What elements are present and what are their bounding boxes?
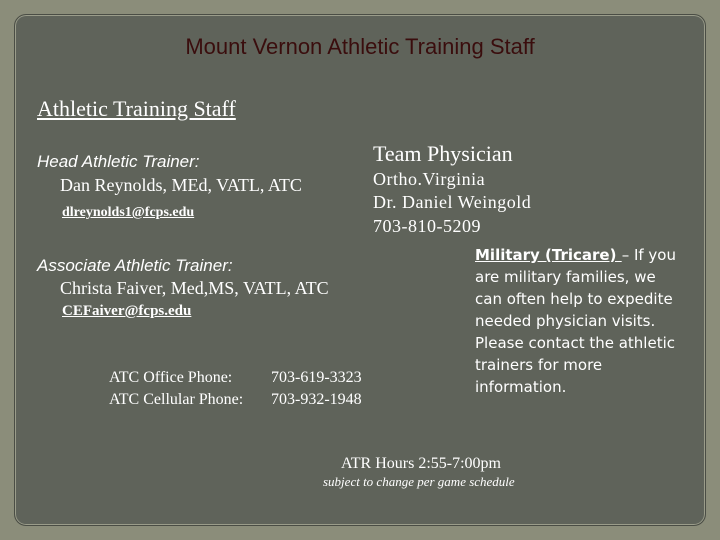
head-trainer-email[interactable]: dlreynolds1@fcps.edu [62,205,195,220]
military-text: – If you are military families, we can often help to expedite needed physician visits. Please contact the athletic trainers for more information. [475,246,676,396]
section-heading: Athletic Training Staff [37,96,236,121]
cell-phone-number: 703-932-1948 [271,391,362,408]
military-label: Military (Tricare) [475,246,622,264]
physician-doctor: Dr. Daniel Weingold [373,192,532,212]
military-note [475,244,685,398]
team-physician-heading: Team Physician [373,141,513,166]
office-phone-number: 703-619-3323 [271,369,362,386]
physician-org: Ortho.Virginia [373,169,486,189]
atr-hours: ATR Hours 2:55-7:00pm [341,455,501,472]
associate-trainer-role: Associate Athletic Trainer: [37,256,233,275]
physician-phone: 703-810-5209 [373,216,481,236]
hours-note: subject to change per game schedule [323,474,515,489]
office-phone-label: ATC Office Phone: [109,369,233,386]
page-title: Mount Vernon Athletic Training Staff [185,34,535,59]
head-trainer-name: Dan Reynolds, MEd, VATL, ATC [60,175,302,195]
office-phones [109,367,362,411]
head-trainer-role: Head Athletic Trainer: [37,152,200,171]
associate-trainer-email[interactable]: CEFaiver@fcps.edu [62,303,192,319]
cell-phone-label: ATC Cellular Phone: [109,391,244,408]
associate-trainer-name: Christa Faiver, Med,MS, VATL, ATC [60,278,329,298]
